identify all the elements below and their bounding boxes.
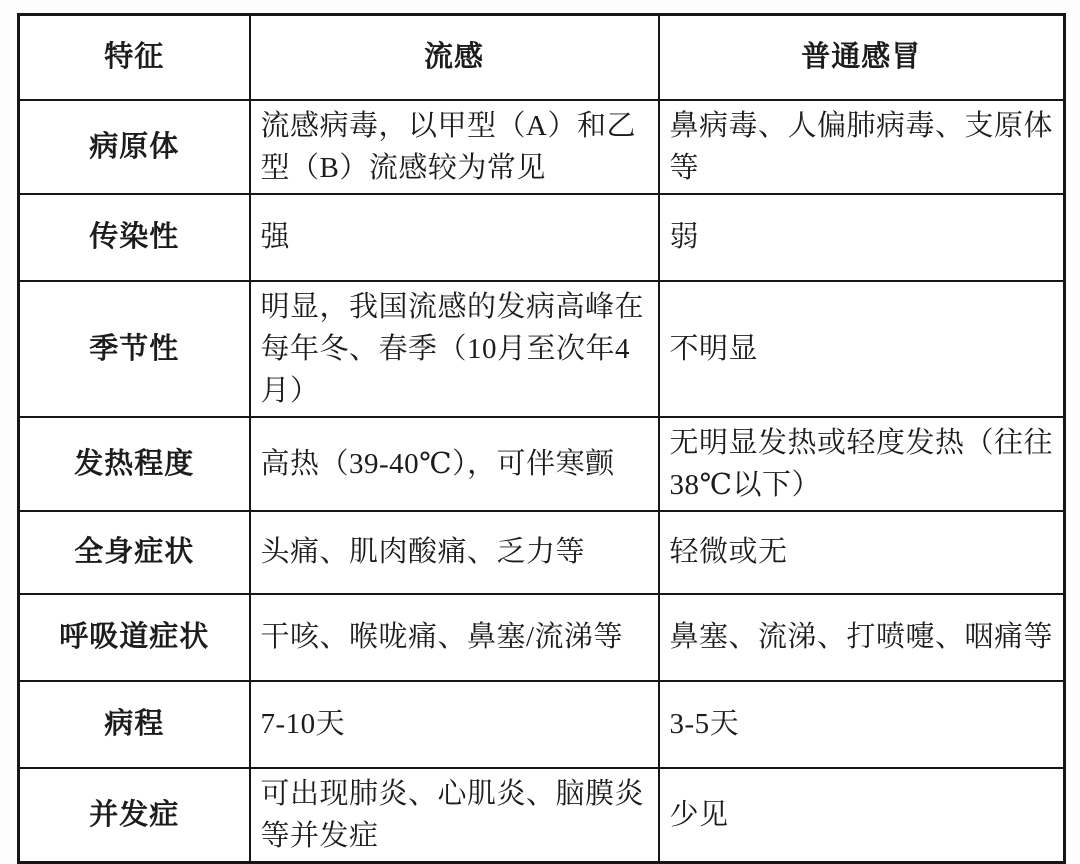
table-row-pathogen bbox=[19, 100, 1065, 194]
flu-seasonality-cell: 明显，我国流感的发病高峰在每年冬、春季（10月至次年4月） bbox=[250, 281, 659, 417]
table-row-seasonality bbox=[19, 281, 1065, 417]
table-row-complications bbox=[19, 768, 1065, 863]
cold-respiratory-symptoms-cell: 鼻塞、流涕、打喷嚏、咽痛等 bbox=[659, 594, 1065, 681]
flu-fever-degree-cell: 高热（39-40℃），可伴寒颤 bbox=[250, 417, 659, 511]
table-row-contagiousness bbox=[19, 194, 1065, 281]
table-row-respiratory-symptoms bbox=[19, 594, 1065, 681]
row-header-respiratory-symptoms: 呼吸道症状 bbox=[19, 594, 250, 681]
flu-pathogen-cell: 流感病毒，以甲型（A）和乙型（B）流感较为常见 bbox=[250, 100, 659, 194]
cold-complications-cell: 少见 bbox=[659, 768, 1065, 863]
cold-disease-course-cell: 3-5天 bbox=[659, 681, 1065, 768]
flu-contagiousness-cell: 强 bbox=[250, 194, 659, 281]
column-header-cold: 普通感冒 bbox=[659, 15, 1065, 100]
row-header-contagiousness: 传染性 bbox=[19, 194, 250, 281]
table-header-row bbox=[19, 15, 1065, 100]
row-header-disease-course: 病程 bbox=[19, 681, 250, 768]
column-header-feature: 特征 bbox=[19, 15, 250, 100]
row-header-pathogen: 病原体 bbox=[19, 100, 250, 194]
flu-respiratory-symptoms-cell: 干咳、喉咙痛、鼻塞/流涕等 bbox=[250, 594, 659, 681]
flu-systemic-symptoms-cell: 头痛、肌肉酸痛、乏力等 bbox=[250, 511, 659, 594]
cold-pathogen-cell: 鼻病毒、人偏肺病毒、支原体等 bbox=[659, 100, 1065, 194]
flu-vs-cold-comparison-table bbox=[17, 13, 1066, 864]
table-row-disease-course bbox=[19, 681, 1065, 768]
row-header-seasonality: 季节性 bbox=[19, 281, 250, 417]
row-header-systemic-symptoms: 全身症状 bbox=[19, 511, 250, 594]
table-row-fever-degree bbox=[19, 417, 1065, 511]
row-header-fever-degree: 发热程度 bbox=[19, 417, 250, 511]
row-header-complications: 并发症 bbox=[19, 768, 250, 863]
cold-fever-degree-cell: 无明显发热或轻度发热（往往38℃以下） bbox=[659, 417, 1065, 511]
column-header-flu: 流感 bbox=[250, 15, 659, 100]
flu-complications-cell: 可出现肺炎、心肌炎、脑膜炎等并发症 bbox=[250, 768, 659, 863]
table-row-systemic-symptoms bbox=[19, 511, 1065, 594]
cold-seasonality-cell: 不明显 bbox=[659, 281, 1065, 417]
cold-contagiousness-cell: 弱 bbox=[659, 194, 1065, 281]
cold-systemic-symptoms-cell: 轻微或无 bbox=[659, 511, 1065, 594]
flu-disease-course-cell: 7-10天 bbox=[250, 681, 659, 768]
